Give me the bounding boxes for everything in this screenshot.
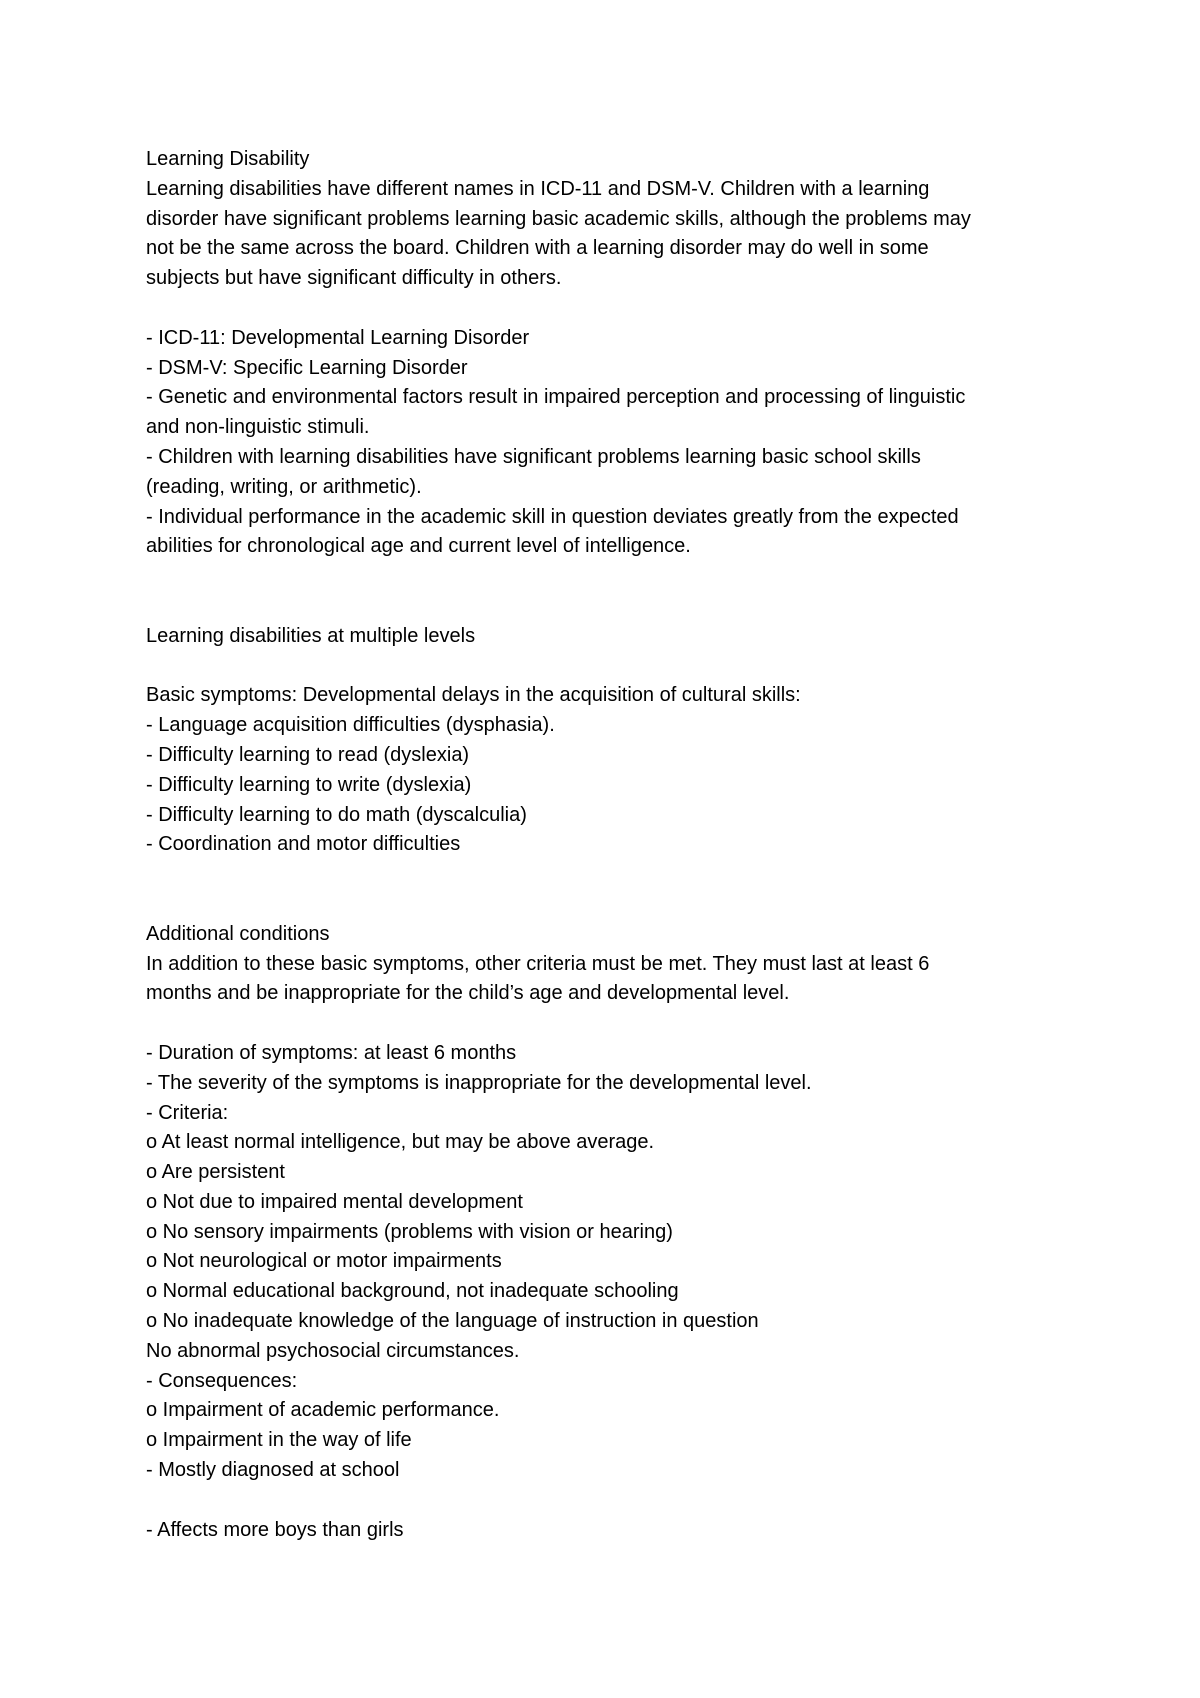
- text-line: Learning Disability: [146, 148, 310, 170]
- text-line: subjects but have significant difficulty in others.: [146, 267, 562, 290]
- text-line: disorder have significant problems learning basic academic skills, although the problems may: [146, 207, 971, 230]
- text-line: Additional conditions: [146, 922, 330, 945]
- text-line: - Affects more boys than girls: [146, 1518, 404, 1541]
- text-line: - Difficulty learning to write (dyslexia): [146, 773, 472, 796]
- text-line: o No sensory impairments (problems with vision or hearing): [146, 1220, 673, 1243]
- text-line: - Coordination and motor difficulties: [146, 833, 461, 856]
- text-line: o Impairment of academic performance.: [146, 1399, 500, 1422]
- text-line: - Difficulty learning to read (dyslexia): [146, 743, 470, 766]
- text-line: o Impairment in the way of life: [146, 1429, 412, 1452]
- text-line: o At least normal intelligence, but may be above average.: [146, 1131, 655, 1154]
- text-line: Learning disabilities at multiple levels: [146, 624, 476, 647]
- blank-line: [146, 860, 1086, 890]
- blank-line: [146, 1009, 1086, 1039]
- text-line: abilities for chronological age and current level of intelligence.: [146, 535, 691, 558]
- text-line: No abnormal psychosocial circumstances.: [146, 1339, 520, 1362]
- blank-line: [146, 890, 1086, 920]
- text-line: - Mostly diagnosed at school: [146, 1459, 400, 1482]
- text-line: In addition to these basic symptoms, other criteria must be met. They must last at least 6: [146, 952, 930, 975]
- text-line: - ICD-11: Developmental Learning Disorder: [146, 326, 530, 349]
- text-line: o No inadequate knowledge of the language of instruction in question: [146, 1310, 759, 1333]
- text-line: o Are persistent: [146, 1161, 285, 1184]
- text-line: - Children with learning disabilities have significant problems learning basic school skills: [146, 445, 921, 468]
- text-line: Learning disabilities have different names in ICD-11 and DSM-V. Children with a learning: [146, 177, 930, 200]
- blank-line: [146, 652, 1086, 682]
- text-line: - DSM-V: Specific Learning Disorder: [146, 356, 468, 379]
- text-line: Basic symptoms: Developmental delays in the acquisition of cultural skills:: [146, 684, 801, 707]
- text-line: o Normal educational background, not inadequate schooling: [146, 1280, 679, 1303]
- text-line: - Criteria:: [146, 1101, 229, 1124]
- text-line: not be the same across the board. Children with a learning disorder may do well in some: [146, 237, 929, 260]
- text-line: - Individual performance in the academic skill in question deviates greatly from the expected: [146, 505, 959, 528]
- text-line: months and be inappropriate for the child’s age and developmental level.: [146, 982, 790, 1005]
- blank-line: [146, 592, 1086, 622]
- text-line: and non-linguistic stimuli.: [146, 416, 370, 439]
- text-line: - The severity of the symptoms is inappropriate for the developmental level.: [146, 1071, 812, 1094]
- text-line: (reading, writing, or arithmetic).: [146, 475, 422, 498]
- text-line: - Consequences:: [146, 1369, 298, 1392]
- blank-line: [146, 294, 1086, 324]
- text-line: - Language acquisition difficulties (dysphasia).: [146, 714, 555, 737]
- text-line: o Not neurological or motor impairments: [146, 1250, 502, 1273]
- document-body: [146, 145, 1086, 1545]
- blank-line: [146, 562, 1086, 592]
- text-line: - Difficulty learning to do math (dyscalculia): [146, 803, 527, 826]
- text-line: o Not due to impaired mental development: [146, 1190, 523, 1213]
- text-line: - Duration of symptoms: at least 6 months: [146, 1041, 517, 1064]
- text-line: - Genetic and environmental factors result in impaired perception and processing of linguistic: [146, 386, 966, 409]
- blank-line: [146, 1486, 1086, 1516]
